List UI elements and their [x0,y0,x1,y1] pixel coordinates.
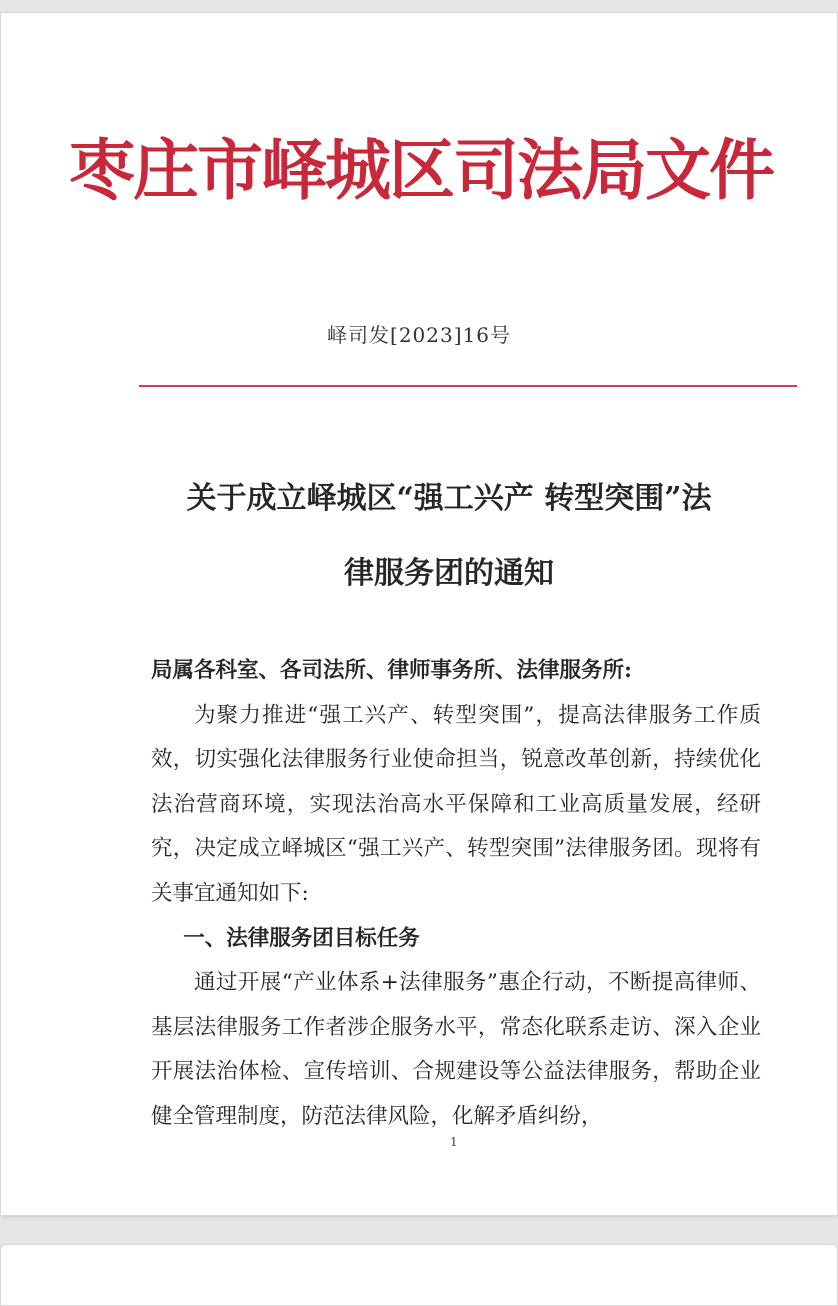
document-title-line-1: 关于成立峄城区“强工兴产 转型突围”法 [186,481,712,516]
document-page [0,12,838,1216]
salutation: 局属各科室、各司法所、律师事务所、法律服务所: [151,658,632,683]
intro-paragraph: 为聚力推进“强工兴产、转型突围”，提高法律服务工作质效，切实强化法律服务行业使命担当，锐意改革创新，持续优化法治营商环境，实现法治高水平保障和工业高质量发展，经研究，决定成立峄城区“强工兴产、转型突围”法律服务团。现将有关事宜通知如下: [151,702,761,906]
document-number: 峄司发[2023]16号 [327,323,511,347]
section-paragraph: 通过开展“产业体系+法律服务”惠企行动，不断提高律师、基层法律服务工作者涉企服务水平，常态化联系走访、深入企业开展法治体检、宣传培训、合规建设等公益法律服务，帮助企业健全管理制度，防范法律风险，化解矛盾纠纷， [151,970,761,1129]
page-number: 1 [450,1135,458,1149]
section-heading: 一、法律服务团目标任务 [183,925,420,951]
next-page-edge [0,1244,838,1306]
document-title-line-2: 律服务团的通知 [344,556,554,591]
document-body [151,649,761,1140]
red-divider-line [139,385,797,387]
issuer-masthead: 枣庄市峄城区司法局文件 [69,132,773,209]
